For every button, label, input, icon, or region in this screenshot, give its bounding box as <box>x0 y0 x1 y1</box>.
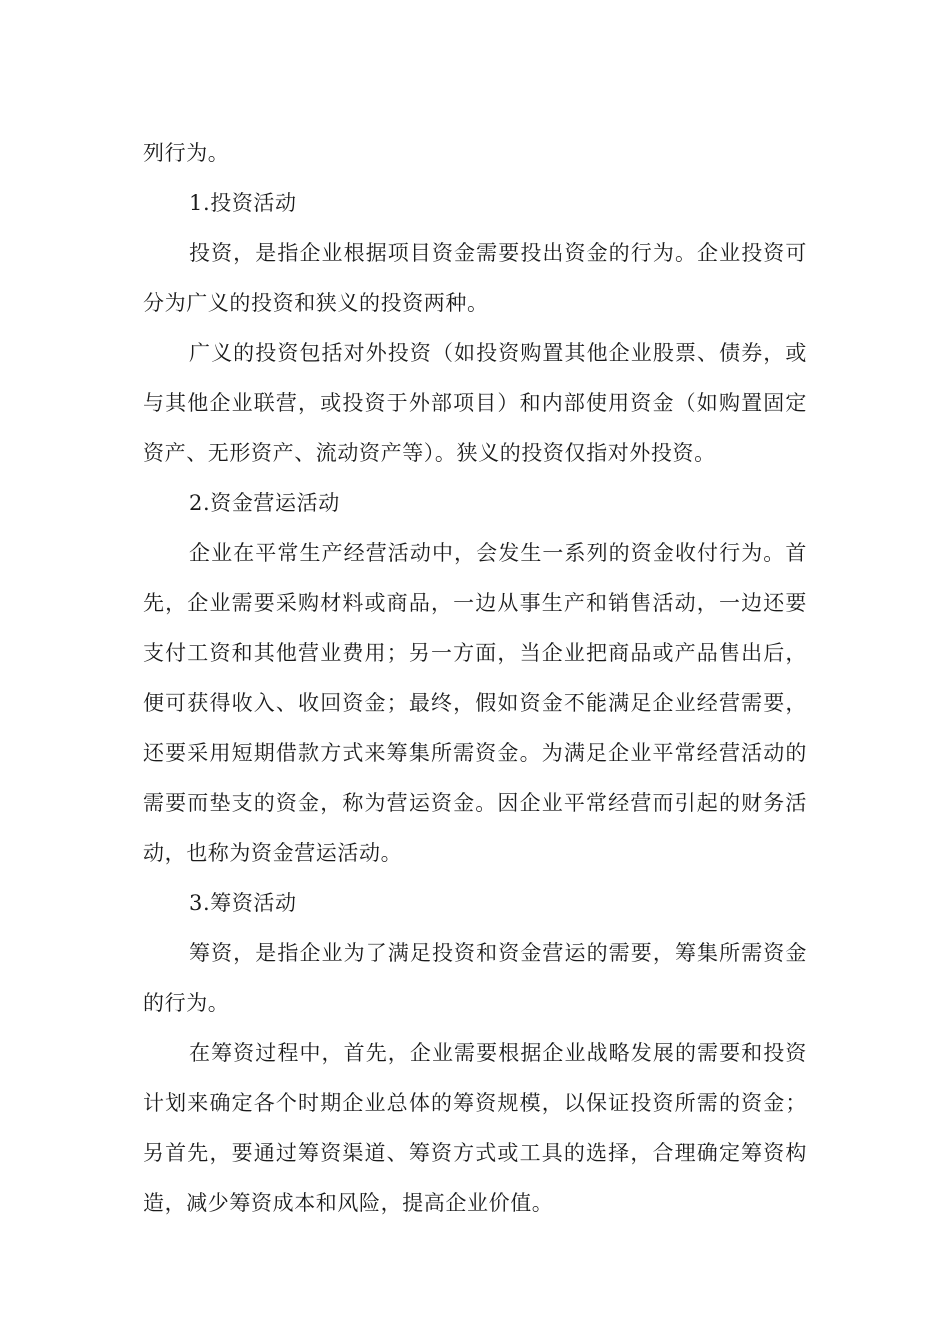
paragraph-financing-process: 在筹资过程中，首先，企业需要根据企业战略发展的需要和投资计划来确定各个时期企业总体的筹资规模，以保证投资所需的资金；另首先，要通过筹资渠道、筹资方式或工具的选择，合理确定筹资构造，减少筹资成本和风险，提高企业价值。 <box>143 1041 807 1215</box>
heading-working-capital-activity: 2.资金营运活动 <box>189 491 340 515</box>
heading-investment-activity: 1.投资活动 <box>189 191 297 215</box>
paragraph-working-capital: 企业在平常生产经营活动中，会发生一系列的资金收付行为。首先，企业需要采购材料或商品，一边从事生产和销售活动，一边还要支付工资和其他营业费用；另一方面，当企业把商品或产品售出后，便可获得收入、收回资金；最终，假如资金不能满足企业经营需要，还要采用短期借款方式来筹集所需资金。为满足企业平常经营活动的需要而垫支的资金，称为营运资金。因企业平常经营而引起的财务活动，也称为资金营运活动。 <box>143 541 807 865</box>
paragraph-investment-definition: 投资，是指企业根据项目资金需要投出资金的行为。企业投资可分为广义的投资和狭义的投资两种。 <box>143 241 807 315</box>
paragraph-investment-broad-narrow: 广义的投资包括对外投资（如投资购置其他企业股票、债券，或与其他企业联营，或投资于外部项目）和内部使用资金（如购置固定资产、无形资产、流动资产等）。狭义的投资仅指对外投资。 <box>143 341 807 465</box>
document-body <box>143 128 807 1228</box>
heading-financing-activity: 3.筹资活动 <box>189 891 297 915</box>
paragraph-continuation: 列行为。 <box>143 141 230 165</box>
paragraph-financing-definition: 筹资，是指企业为了满足投资和资金营运的需要，筹集所需资金的行为。 <box>143 941 807 1015</box>
